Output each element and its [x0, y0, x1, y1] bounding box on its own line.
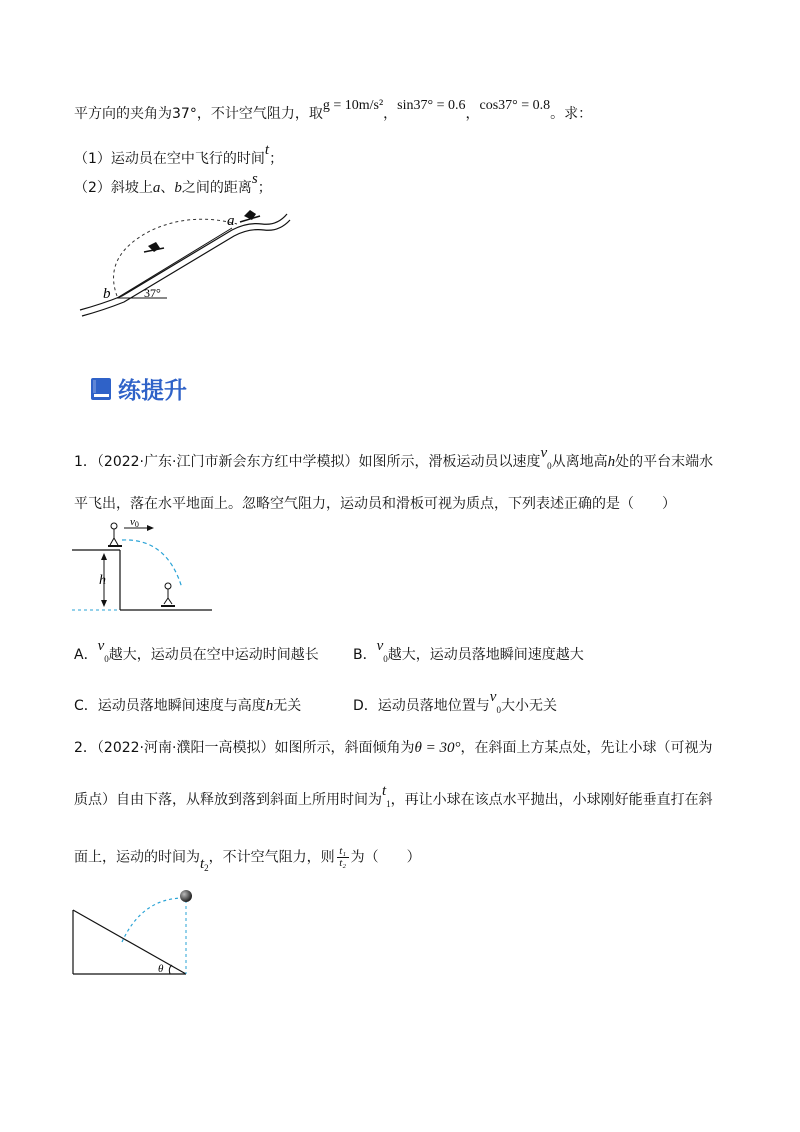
ratio-fraction: $\frac{\text{t₁}}{\text{t₂}}$: [337, 846, 349, 869]
problem-2-line-3: 面上，运动的时间为$t_2$，不计空气阻力，则 $\frac{\text{t₁}}{\text{t₂}}$ 为（ ）: [74, 845, 421, 873]
cos-formula: cos37° = 0.8: [479, 98, 551, 113]
skater-icon: [161, 583, 175, 606]
section-title: 练提升: [118, 378, 187, 404]
option-b[interactable]: B．$v_0$越大，运动员落地瞬间速度越大: [353, 638, 584, 664]
skater-icon: [108, 523, 122, 546]
label-h: h: [99, 573, 106, 588]
intro-line-1: 平方向的夹角为37°，不计空气阻力，取g = 10m/s²，sin37° = 0.6，cos37° = 0.8。求：: [74, 98, 593, 122]
ski-slope-figure: [72, 200, 302, 325]
skier-icon: [144, 242, 164, 252]
skier-icon: [240, 210, 260, 222]
book-icon: [90, 377, 112, 401]
option-a[interactable]: A．$v_0$越大，运动员在空中运动时间越长: [74, 638, 319, 664]
intro-question-2: （2）斜坡上a、b之间的距离s；: [74, 171, 272, 196]
option-d[interactable]: D．运动员落地位置与$v_0$大小无关: [353, 689, 557, 715]
label-v0: v0: [130, 516, 139, 529]
option-c[interactable]: C．运动员落地瞬间速度与高度h无关: [74, 698, 302, 714]
theta-formula: θ = 30°: [414, 740, 461, 756]
skateboard-figure: [72, 518, 217, 613]
g-formula: g = 10m/s²: [322, 98, 384, 113]
section-header: [90, 372, 187, 405]
ball-icon: [180, 890, 192, 902]
incline-figure: [72, 886, 202, 978]
sin-formula: sin37° = 0.6: [397, 98, 466, 113]
problem-1-line-1: 1．（2022·广东·江门市新会东方红中学模拟）如图所示，滑板运动员以速度$v_0$从离地高h处的平台末端水: [74, 445, 714, 471]
problem-2-line-1: 2．（2022·河南·濮阳一高模拟）如图所示，斜面倾角为θ = 30°，在斜面上方某点处，先让小球（可视为: [74, 740, 713, 756]
problem-1-line-2: 平飞出，落在水平地面上。忽略空气阻力，运动员和滑板可视为质点，下列表述正确的是（ ）: [74, 496, 676, 512]
label-theta: θ: [158, 963, 164, 975]
problem-2-line-2: 质点）自由下落，从释放到落到斜面上所用时间为$t_1$，再让小球在该点水平抛出，小球刚好能垂直打在斜: [74, 783, 713, 809]
angle-label: 37°: [144, 286, 161, 300]
label-b: b: [103, 286, 111, 302]
label-a: a: [227, 213, 235, 229]
intro-question-1: （1）运动员在空中飞行的时间t；: [74, 142, 284, 167]
